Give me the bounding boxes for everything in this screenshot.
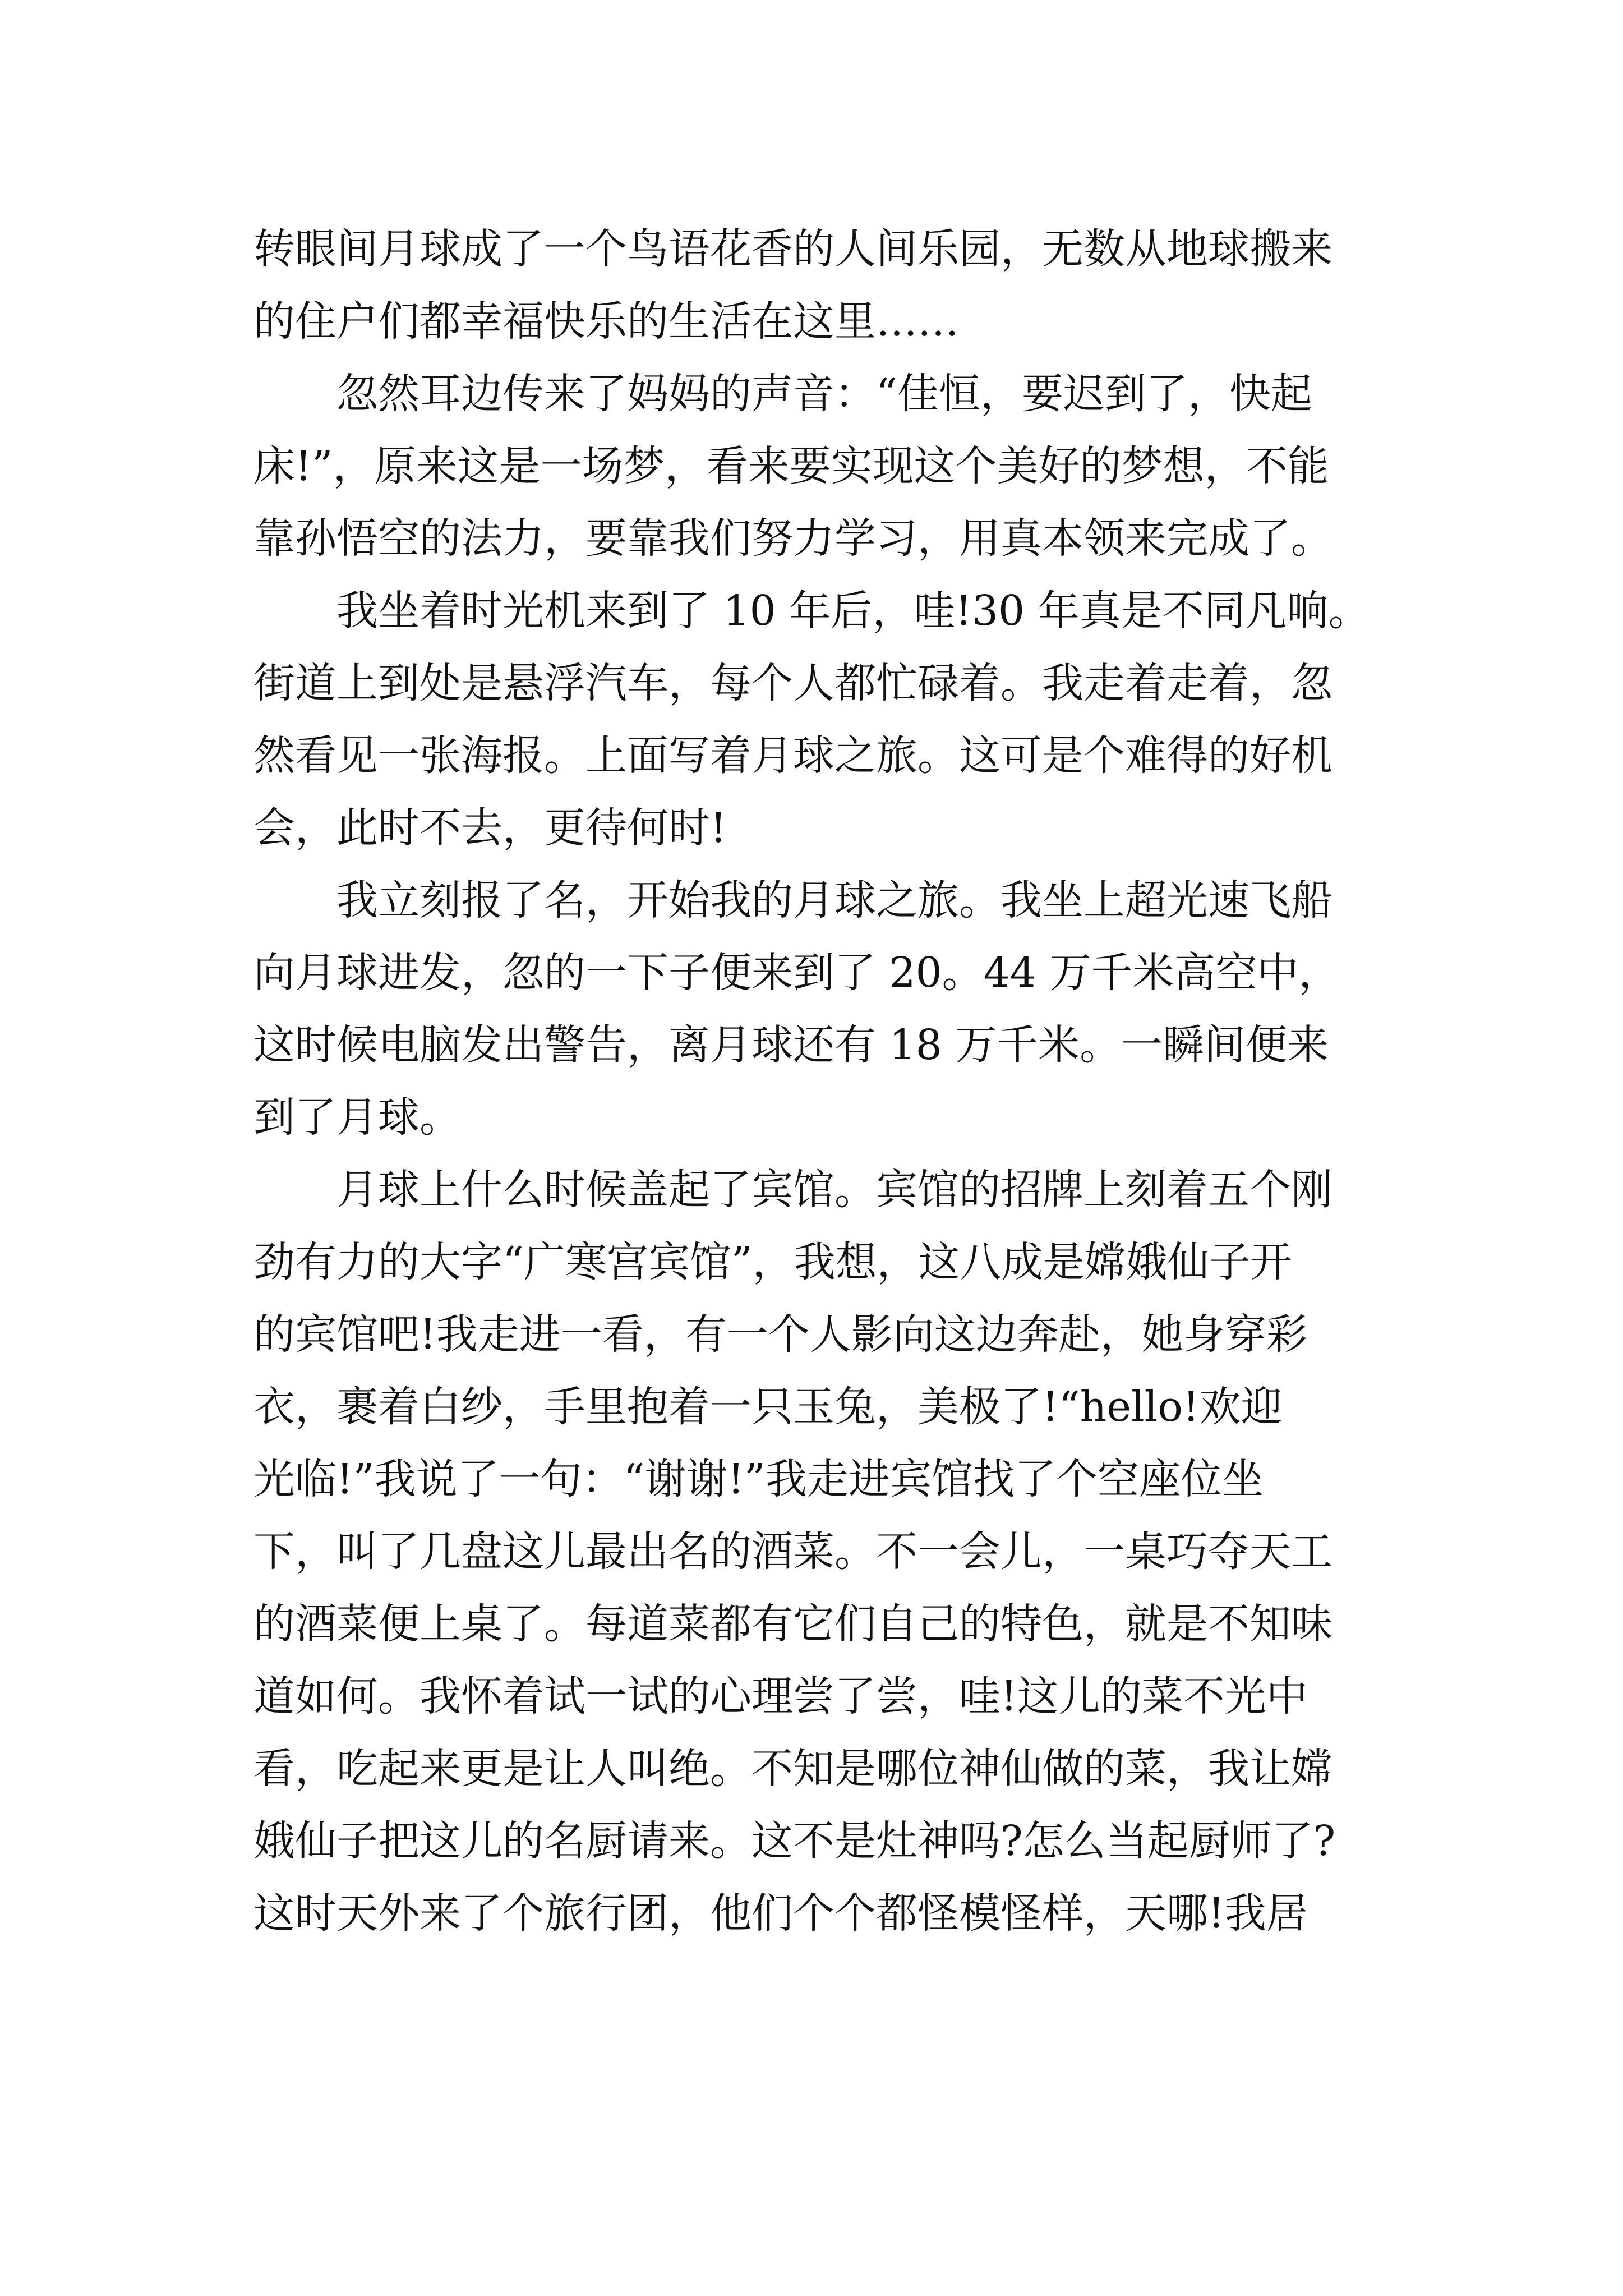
text-line: 我立刻报了名，开始我的月球之旅。我坐上超光速飞船: [336, 876, 1332, 924]
text-line: 光临!”我说了一句：“谢谢!”我走进宾馆找了个空座位坐: [253, 1455, 1264, 1503]
text-line: 床!”，原来这是一场梦，看来要实现这个美好的梦想，不能: [253, 442, 1329, 490]
text-line: 的酒菜便上桌了。每道菜都有它们自己的特色，就是不知味: [253, 1600, 1332, 1648]
text-line: 会，此时不去，更待何时!: [253, 804, 727, 852]
text-line: 向月球进发，忽的一下子便来到了 20。44 万千米高空中，: [253, 949, 1340, 997]
text-line: 下，叫了几盘这儿最出名的酒菜。不一会儿，一桌巧夺天工: [253, 1527, 1332, 1576]
text-line: 的住户们都幸福快乐的生活在这里……: [253, 297, 959, 346]
text-line: 这时候电脑发出警告，离月球还有 18 万千米。一瞬间便来: [253, 1021, 1329, 1069]
text-line: 然看见一张海报。上面写着月球之旅。这可是个难得的好机: [253, 731, 1332, 780]
text-line: 街道上到处是悬浮汽车，每个人都忙碌着。我走着走着，忽: [253, 659, 1332, 707]
text-line: 劲有力的大字“广寒宫宾馆”，我想，这八成是嫦娥仙子开: [253, 1238, 1292, 1286]
text-line: 我坐着时光机来到了 10 年后，哇!30 年真是不同凡响。: [336, 587, 1370, 635]
text-line: 衣，裹着白纱，手里抱着一只玉兔，美极了!“hello!欢迎: [253, 1383, 1283, 1431]
text-line: 的宾馆吧!我走进一看，有一个人影向这边奔赴，她身穿彩: [253, 1310, 1308, 1359]
body-text: [253, 213, 1386, 1950]
text-line: 靠孙悟空的法力，要靠我们努力学习，用真本领来完成了。: [253, 514, 1332, 563]
text-line: 转眼间月球成了一个鸟语花香的人间乐园，无数从地球搬来: [253, 225, 1332, 273]
text-line: 这时天外来了个旅行团，他们个个都怪模怪样，天哪!我居: [253, 1889, 1308, 1938]
text-line: 道如何。我怀着试一试的心理尝了尝，哇!这儿的菜不光中: [253, 1672, 1308, 1720]
text-line: 月球上什么时候盖起了宾馆。宾馆的招牌上刻着五个刚: [336, 1166, 1332, 1214]
text-line: 看，吃起来更是让人叫绝。不知是哪位神仙做的菜，我让嫦: [253, 1745, 1332, 1793]
text-line: 娥仙子把这儿的名厨请来。这不是灶神吗?怎么当起厨师了?: [253, 1817, 1336, 1865]
text-line: 到了月球。: [253, 1093, 461, 1142]
text-line: 忽然耳边传来了妈妈的声音：“佳恒，要迟到了，快起: [336, 370, 1312, 418]
